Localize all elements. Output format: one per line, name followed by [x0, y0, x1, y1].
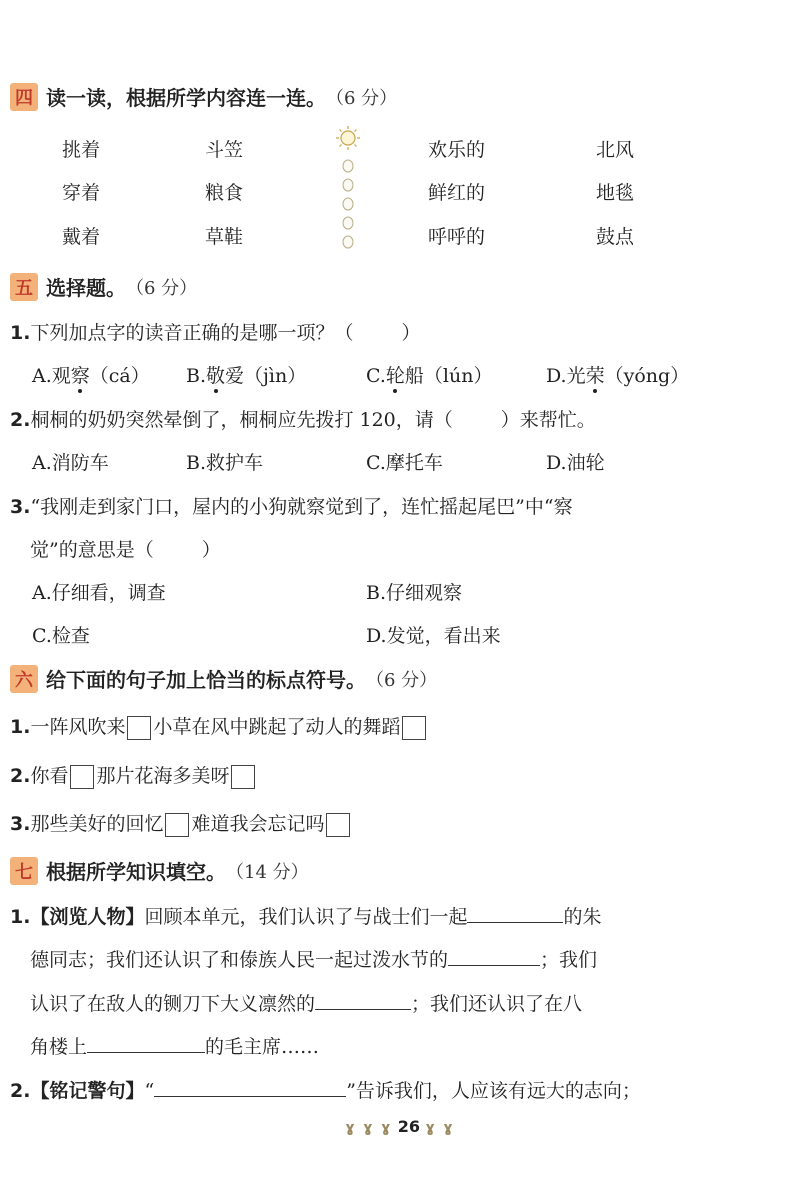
option-label: B.	[186, 365, 207, 387]
punctuation-box[interactable]	[231, 765, 255, 789]
match-item[interactable]: 草鞋	[205, 226, 244, 248]
question-number: 1.	[10, 322, 31, 344]
punctuation-box[interactable]	[127, 716, 151, 740]
question-text-end: ）来帮忙。	[500, 409, 596, 431]
question-text: 下列加点字的读音正确的是哪一项？（	[30, 322, 354, 344]
dotted-char: 察	[70, 365, 90, 387]
match-item[interactable]: 斗笠	[205, 139, 244, 161]
match-item[interactable]: 欢乐的	[428, 139, 486, 161]
question-tag: 【浏览人物】	[30, 906, 145, 928]
option-c[interactable]	[366, 361, 492, 388]
match-item[interactable]: 北风	[596, 139, 635, 161]
fill-question-1-line-2	[30, 945, 597, 972]
sentence-part: 一阵风吹来	[30, 716, 126, 738]
question-number: 2.	[10, 765, 31, 787]
punctuation-sentence-2	[10, 761, 257, 789]
punctuation-box[interactable]	[165, 813, 189, 837]
option-label: A.观	[32, 365, 71, 387]
fill-blank[interactable]	[154, 1076, 346, 1097]
fill-question-1-line-1	[10, 902, 602, 929]
match-item[interactable]: 粮食	[205, 182, 244, 204]
fill-question-1-line-4	[30, 1032, 319, 1059]
option-label: （yóng）	[604, 365, 690, 387]
option-b[interactable]: B.仔细观察	[366, 582, 463, 604]
fill-text: 的毛主席……	[205, 1036, 320, 1058]
sentence-part: 那些美好的回忆	[30, 813, 164, 835]
fill-text: ；我们	[540, 949, 598, 971]
fill-text: “	[144, 1080, 155, 1102]
option-c[interactable]: C.摩托车	[366, 452, 443, 474]
option-a[interactable]: A.消防车	[32, 452, 109, 474]
question-text: 觉”的意思是（	[30, 539, 154, 561]
section-badge: 五	[10, 273, 38, 301]
section-title: 根据所学知识填空。	[46, 860, 226, 884]
option-d[interactable]: D.油轮	[546, 452, 605, 474]
fill-text: 德同志；我们还认识了和傣族人民一起过泼水节的	[30, 949, 449, 971]
fill-question-1-line-3	[30, 989, 582, 1016]
fill-blank[interactable]	[467, 902, 563, 923]
punctuation-sentence-3	[10, 809, 352, 837]
fill-text: 的朱	[563, 906, 602, 928]
question-number: 2.	[10, 409, 31, 431]
punctuation-box[interactable]	[402, 716, 426, 740]
punctuation-box[interactable]	[326, 813, 350, 837]
option-d[interactable]	[546, 361, 689, 388]
question-text-end: ）	[201, 539, 221, 561]
option-d[interactable]: D.发觉，看出来	[366, 625, 501, 647]
question-3-line-2	[30, 535, 221, 562]
match-item[interactable]: 地毯	[596, 182, 635, 204]
match-item[interactable]: 戴着	[62, 226, 101, 248]
option-label: （cá）	[89, 365, 150, 387]
dotted-char: 敬	[206, 365, 226, 387]
section-title: 选择题。	[46, 276, 126, 300]
section-badge: 四	[10, 83, 38, 111]
sentence-part: 你看	[30, 765, 69, 787]
page-footer	[0, 1117, 800, 1136]
punctuation-sentence-1	[10, 712, 428, 740]
section-points: （6 分）	[126, 277, 198, 299]
question-text-end: ）	[401, 322, 421, 344]
leaf-decoration-icon: ɣ ɣ	[425, 1120, 455, 1136]
sun-cloud-decoration-icon	[332, 124, 364, 254]
dotted-char: 荣	[585, 365, 605, 387]
section-points: （6 分）	[366, 669, 438, 691]
section-badge: 六	[10, 665, 38, 693]
option-label: C.	[366, 365, 386, 387]
option-label: D.光	[546, 365, 586, 387]
leaf-decoration-icon: ɣ ɣ ɣ	[345, 1120, 393, 1136]
question-tag: 【铭记警句】	[30, 1080, 145, 1102]
match-item[interactable]: 穿着	[62, 182, 101, 204]
section-4-header	[10, 82, 397, 111]
section-5-header	[10, 272, 197, 301]
sentence-part: 那片花海多美呀	[96, 765, 230, 787]
option-a[interactable]	[32, 361, 150, 388]
fill-text: ”告诉我们，人应该有远大的志向；	[346, 1080, 641, 1102]
section-6-header	[10, 664, 437, 693]
fill-text: 认识了在敌人的铡刀下大义凛然的	[30, 993, 316, 1015]
option-b[interactable]: B.救护车	[186, 452, 264, 474]
question-1	[10, 318, 420, 345]
question-text: “我刚走到家门口，屋内的小狗就察觉到了，连忙摇起尾巴”中“察	[30, 496, 573, 518]
fill-blank[interactable]	[315, 989, 411, 1010]
fill-text: 回顾本单元，我们认识了与战士们一起	[144, 906, 468, 928]
question-3	[10, 492, 573, 519]
option-label: 船（lún）	[404, 365, 493, 387]
section-badge: 七	[10, 857, 38, 885]
section-points: （14 分）	[226, 861, 309, 883]
question-number: 1.	[10, 906, 31, 928]
match-item[interactable]: 呼呼的	[428, 226, 486, 248]
match-item[interactable]: 鲜红的	[428, 182, 486, 204]
fill-blank[interactable]	[87, 1032, 205, 1053]
fill-question-2	[10, 1076, 641, 1103]
match-item[interactable]: 挑着	[62, 139, 101, 161]
section-7-header	[10, 856, 309, 885]
section-points: （6 分）	[326, 87, 398, 109]
sentence-part: 小草在风中跳起了动人的舞蹈	[153, 716, 401, 738]
section-title: 给下面的句子加上恰当的标点符号。	[46, 668, 366, 692]
dotted-char: 轮	[385, 365, 405, 387]
question-number: 1.	[10, 716, 31, 738]
fill-text: 角楼上	[30, 1036, 88, 1058]
question-text: 桐桐的奶奶突然晕倒了，桐桐应先拨打 120，请（	[30, 409, 453, 431]
option-c[interactable]: C.检查	[32, 625, 90, 647]
punctuation-box[interactable]	[70, 765, 94, 789]
option-label: 爱（jìn）	[225, 365, 307, 387]
question-number: 3.	[10, 496, 31, 518]
question-2	[10, 405, 596, 432]
question-number: 3.	[10, 813, 31, 835]
match-item[interactable]: 鼓点	[596, 226, 635, 248]
question-number: 2.	[10, 1080, 31, 1102]
sentence-part: 难道我会忘记吗	[191, 813, 325, 835]
option-b[interactable]	[186, 361, 306, 388]
page-number: 26	[397, 1117, 421, 1136]
fill-blank[interactable]	[448, 945, 540, 966]
fill-text: ；我们还认识了在八	[411, 993, 583, 1015]
option-a[interactable]: A.仔细看，调查	[32, 582, 166, 604]
section-title: 读一读，根据所学内容连一连。	[46, 86, 326, 110]
